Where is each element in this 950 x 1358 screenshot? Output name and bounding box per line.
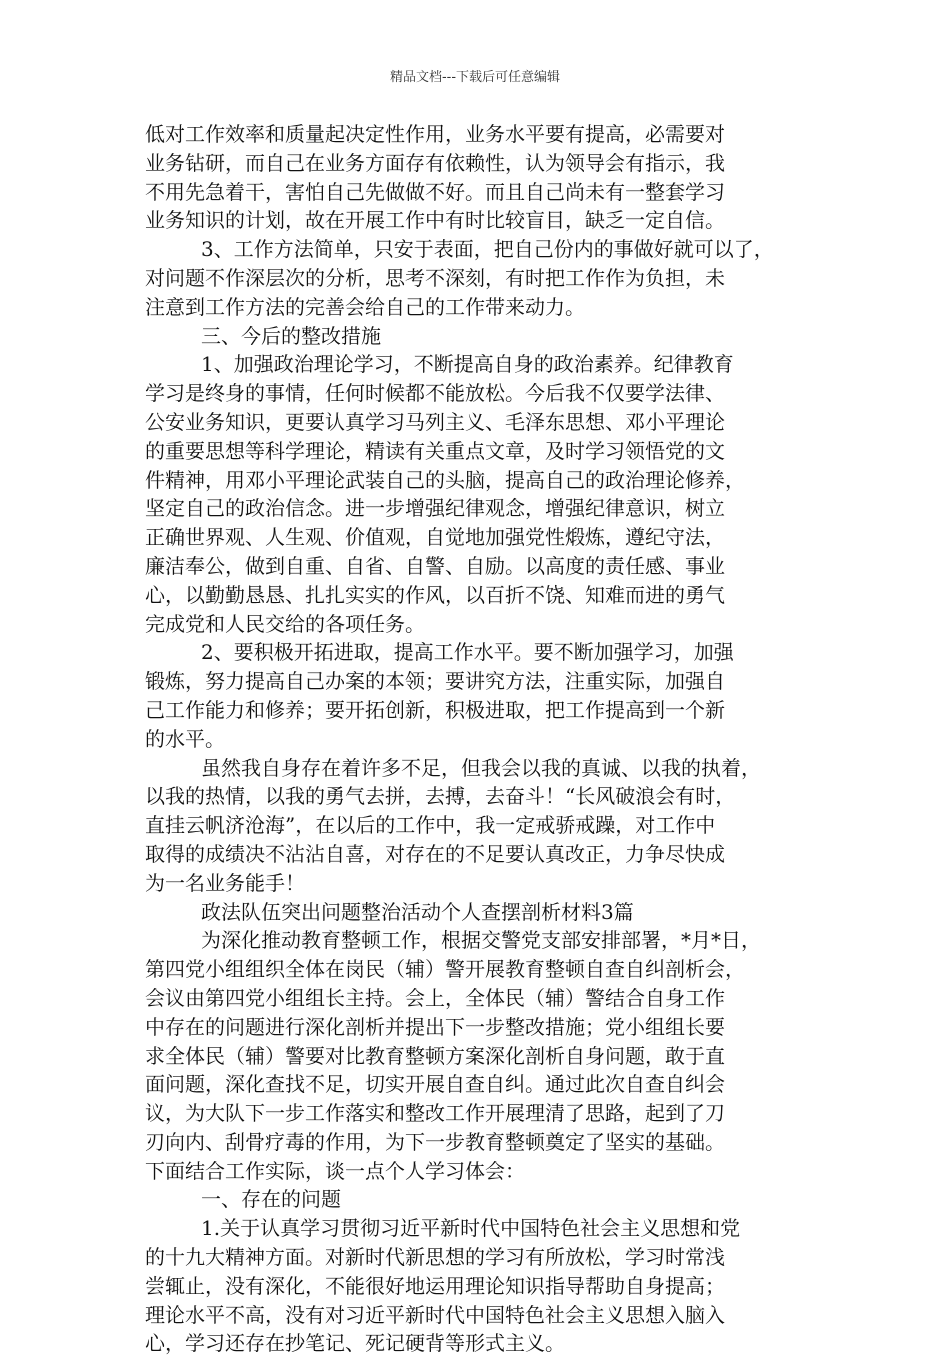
text-line: 廉洁奉公，做到自重、自省、自警、自励。以高度的责任感、事业 [145, 553, 725, 578]
text-line: 学习是终身的事情，任何时候都不能放松。今后我不仅要学法律、 [145, 381, 725, 406]
text-line: 1、加强政治理论学习，不断提高自身的政治素养。纪律教育 [201, 352, 734, 377]
text-line: 的重要思想等科学理论，精读有关重点文章，及时学习领悟党的文 [145, 438, 725, 463]
text-line: 件精神，用邓小平理论武装自己的头脑，提高自己的政治理论修养， [145, 467, 745, 492]
text-line: 为深化推动教育整顿工作，根据交警党支部安排部署，*月*日， [201, 928, 761, 953]
text-line: 刃向内、刮骨疗毒的作用，为下一步教育整顿奠定了坚实的基础。 [145, 1129, 725, 1154]
text-line: 的水平。 [145, 726, 225, 751]
text-line: 完成党和人民交给的各项任务。 [145, 611, 425, 636]
text-line: 的十九大精神方面。对新时代新思想的学习有所放松，学习时常浅 [145, 1245, 725, 1270]
text-line: 坚定自己的政治信念。进一步增强纪律观念，增强纪律意识，树立 [145, 496, 725, 521]
text-line: 虽然我自身存在着许多不足，但我会以我的真诚、以我的执着， [201, 755, 761, 780]
text-line: 理论水平不高，没有对习近平新时代中国特色社会主义思想入脑入 [145, 1302, 725, 1327]
section-heading: 三、今后的整改措施 [201, 323, 381, 348]
text-line: 公安业务知识，更要认真学习马列主义、毛泽东思想、邓小平理论 [145, 409, 725, 434]
text-line: 1.关于认真学习贯彻习近平新时代中国特色社会主义思想和党 [201, 1216, 741, 1241]
text-line: 以我的热情，以我的勇气去拼，去搏，去奋斗！“长风破浪会有时， [145, 784, 736, 809]
text-line: 直挂云帆济沧海”，在以后的工作中，我一定戒骄戒躁，对工作中 [145, 813, 716, 838]
text-line: 第四党小组组织全体在岗民（辅）警开展教育整顿自查自纠剖析会， [145, 957, 745, 982]
section-heading: 一、存在的问题 [201, 1187, 341, 1212]
text-line: 低对工作效率和质量起决定性作用，业务水平要有提高，必需要对 [145, 122, 725, 146]
text-line: 中存在的问题进行深化剖析并提出下一步整改措施；党小组组长要 [145, 1014, 725, 1039]
text-line: 求全体民（辅）警要对比教育整顿方案深化剖析自身问题，敢于直 [145, 1043, 725, 1068]
text-line: 对问题不作深层次的分析，思考不深刻，有时把工作作为负担，未 [145, 265, 725, 290]
text-line: 正确世界观、人生观、价值观，自觉地加强党性煅炼，遵纪守法， [145, 525, 725, 550]
text-line: 心，以勤勤恳恳、扎扎实实的作风，以百折不饶、知难而进的勇气 [145, 582, 725, 607]
text-line: 议，为大队下一步工作落实和整改工作开展理清了思路，起到了刀 [145, 1101, 725, 1126]
text-line: 取得的成绩决不沾沾自喜，对存在的不足要认真改正，力争尽快成 [145, 841, 725, 866]
text-line: 己工作能力和修养；要开拓创新，积极进取，把工作提高到一个新 [145, 697, 725, 722]
text-line: 锻炼，努力提高自己办案的本领；要讲究方法，注重实际，加强自 [145, 669, 725, 694]
text-line: 不用先急着干，害怕自己先做做不好。而且自己尚未有一整套学习 [145, 179, 725, 204]
text-line: 2、要积极开拓进取，提高工作水平。要不断加强学习，加强 [201, 640, 734, 665]
text-line: 面问题，深化查找不足，切实开展自查自纠。通过此次自查自纠会 [145, 1072, 725, 1097]
text-line: 下面结合工作实际，谈一点个人学习体会： [145, 1158, 525, 1183]
text-line: 3、工作方法简单，只安于表面，把自己份内的事做好就可以了， [201, 237, 774, 262]
text-line: 尝辄止，没有深化，不能很好地运用理论知识指导帮助自身提高； [145, 1273, 725, 1298]
page-header: 精品文档---下载后可任意编辑 [389, 70, 561, 85]
text-line: 会议由第四党小组组长主持。会上，全体民（辅）警结合自身工作 [145, 985, 725, 1010]
text-line: 心，学习还存在抄笔记、死记硬背等形式主义。 [145, 1331, 565, 1356]
text-line: 为一名业务能手！ [145, 870, 305, 895]
text-line: 注意到工作方法的完善会给自己的工作带来动力。 [145, 294, 585, 319]
text-line: 业务钻研，而自己在业务方面存有依赖性，认为领导会有指示，我 [145, 150, 725, 175]
document-body [145, 120, 809, 1358]
text-line: 业务知识的计划，故在开展工作中有时比较盲目，缺乏一定自信。 [145, 208, 725, 233]
document-title: 政法队伍突出问题整治活动个人查摆剖析材料3篇 [201, 899, 634, 924]
